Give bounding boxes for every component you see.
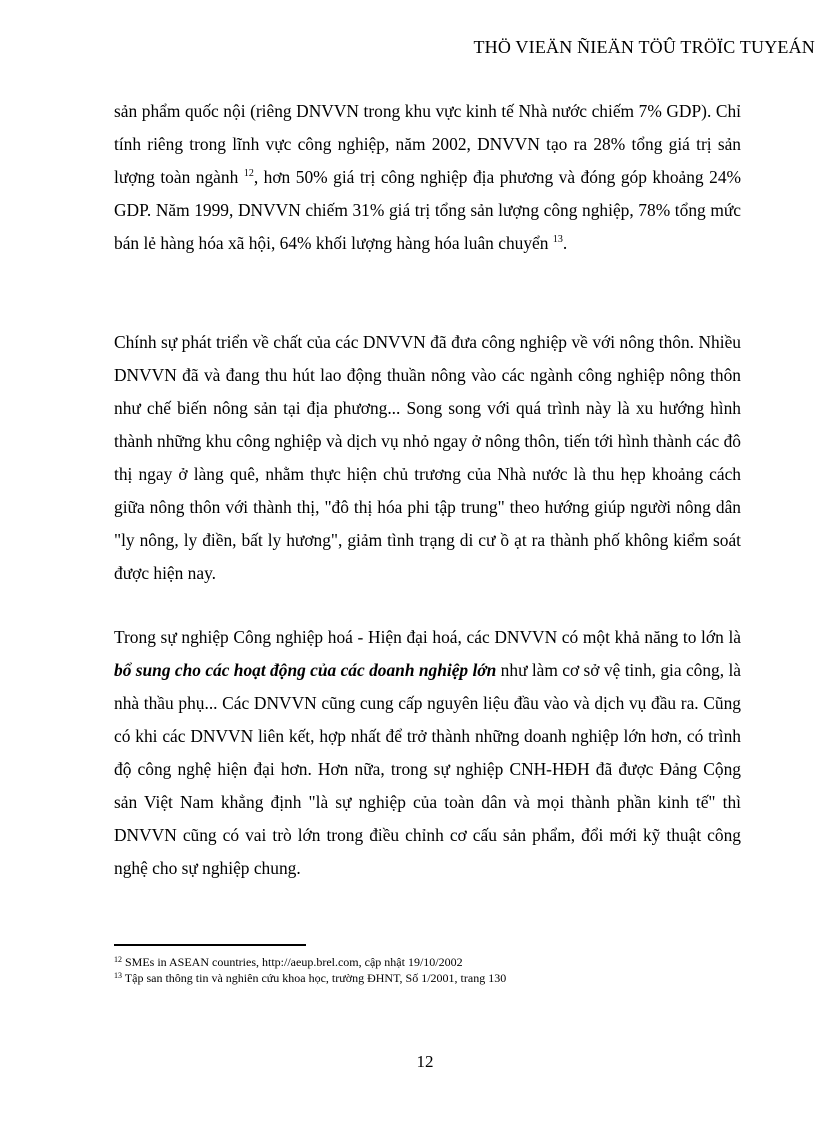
- paragraph-text: .: [562, 233, 568, 253]
- paragraph-industrialization-role: [114, 621, 741, 885]
- footnote-number: 12: [114, 955, 122, 964]
- footnote-12: [114, 954, 741, 970]
- footnote-text: Tập san thông tin và nghiên cứu khoa học, trường ĐHNT, Số 1/2001, trang 130: [124, 971, 507, 985]
- paragraph-text: như làm cơ sở vệ tinh, gia công, là nhà thầu phụ... Các DNVVN cũng cung cấp nguyên liệu đầu vào và dịch vụ đầu ra. Cũng có khi các DNVVN liên kết, hợp nhất để trở thành những doanh nghiệp lớn hơn, có trình độ công nghệ hiện đại hơn. Hơn nữa, trong sự nghiệp CNH-HĐH đã được Đảng Cộng sản Việt Nam khẳng định "là sự nghiệp của toàn dân và mọi thành phần kinh tế" thì DNVVN cũng có vai trò lớn trong điều chỉnh cơ cấu sản phẩm, đổi mới kỹ thuật công nghệ cho sự nghiệp chung.: [114, 660, 741, 878]
- paragraph-text: , hơn 50% giá trị công nghiệp địa phương và đóng góp khoảng 24% GDP. Năm 1999, DNVVN chiếm 31% giá trị tổng sản lượng công nghiệp, 78% tổng mức bán lẻ hàng hóa xã hội, 64% khối lượng hàng hóa luân chuyển: [114, 167, 742, 253]
- footnote-13: [114, 970, 741, 986]
- footnote-separator: [114, 944, 306, 946]
- footnote-reference[interactable]: 13: [552, 234, 563, 245]
- footnote-reference[interactable]: 12: [243, 168, 254, 179]
- paragraph-text: Trong sự nghiệp Công nghiệp hoá - Hiện đại hoá, các DNVVN có một khả năng to lớn là: [114, 627, 741, 647]
- paragraph-text: sản phẩm quốc nội (riêng DNVVN trong khu vực kinh tế Nhà nước chiếm 7% GDP). Chỉ tính riêng trong lĩnh vực công nghiệp, năm 2002, DNVVN tạo ra 28% tổng giá trị sản lượng toàn ngành: [114, 101, 741, 187]
- paragraph-rural-industrialization: Chính sự phát triển về chất của các DNVVN đã đưa công nghiệp về với nông thôn. Nhiều DNVVN đã và đang thu hút lao động thuần nông vào các ngành công nghiệp nông thôn như chế biến nông sản tại địa phương... Song song với quá trình này là xu hướng hình thành những khu công nghiệp và dịch vụ nhỏ ngay ở nông thôn, tiến tới hình thành các đô thị ngay ở làng quê, nhằm thực hiện chủ trương của Nhà nước là thu hẹp khoảng cách giữa nông thôn với thành thị, "đô thị hóa phi tập trung" theo hướng giúp người nông dân "ly nông, ly điền, bất ly hương", giảm tình trạng di cư ồ ạt ra thành phố không kiểm soát được hiện nay.: [114, 332, 741, 583]
- footnotes: [114, 954, 741, 986]
- footnote-number: 13: [114, 971, 122, 980]
- running-header: THÖ VIEÄN ÑIEÄN TÖÛ TRÖÏC TUYEÁN: [473, 37, 815, 57]
- page-number: 12: [416, 1052, 434, 1071]
- emphasized-phrase: bổ sung cho các hoạt động của các doanh nghiệp lớn: [114, 660, 497, 680]
- paragraph-sme-gdp-share: [114, 95, 741, 260]
- footnote-text: SMEs in ASEAN countries, http://aeup.brel.com, cập nhật 19/10/2002: [125, 955, 463, 969]
